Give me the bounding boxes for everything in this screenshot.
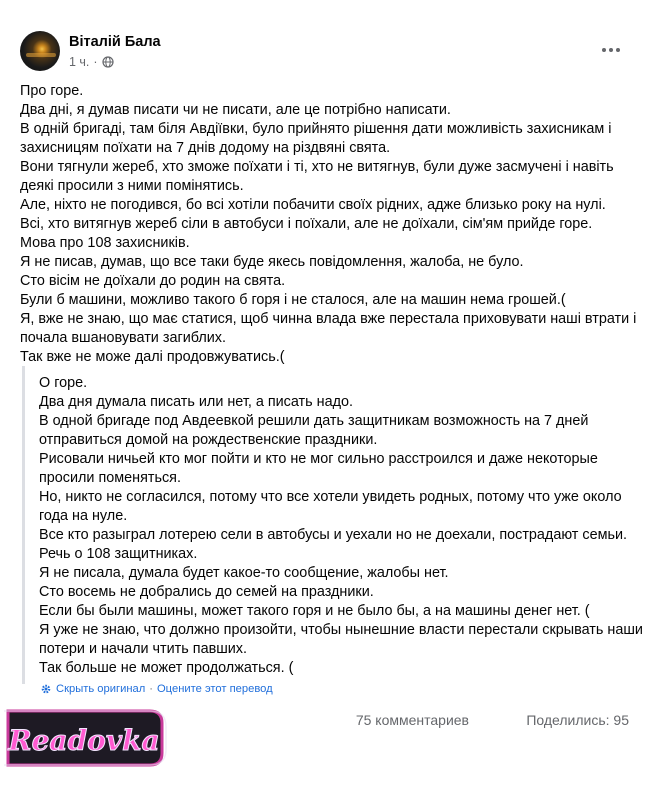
translation-line: Но, никто не согласился, потому что все хотели увидеть родных, потому что уже около: [39, 489, 622, 505]
translation-line: Если бы были машины, может такого горя и не было бы, а на машины денег нет. (: [39, 603, 590, 619]
translation-line: отправиться домой на рождественские праздники.: [39, 432, 378, 448]
rate-translation-link[interactable]: Оцените этот перевод: [156, 683, 273, 695]
more-options-icon[interactable]: [599, 38, 623, 62]
post-line: В одній бригаді, там біля Авдіївки, було прийнято рішення дати можливість захисникам і: [20, 121, 612, 137]
link-separator: ·: [149, 683, 153, 695]
translation-line: О горе.: [39, 375, 88, 391]
translation-line: Два дня думала писать или нет, а писать надо.: [39, 394, 353, 410]
post-line: Сто вісім не доїхали до родин на свята.: [20, 273, 286, 289]
translation-text: [39, 374, 643, 678]
translation-line: года на нуле.: [39, 508, 128, 524]
post-line: Я не писав, думав, що все таки буде якесь повідомлення, жалоба, не було.: [20, 254, 524, 270]
post-line: Всі, хто витягнув жереб сіли в автобуси і поїхали, але не доїхали, сім'ям прийде горе.: [20, 216, 593, 232]
translation-line: Я не писала, думала будет какое-то сообщение, жалобы нет.: [39, 565, 449, 581]
globe-icon: [102, 56, 114, 68]
translation-line: Сто восемь не добрались до семей на праздники.: [39, 584, 374, 600]
meta-separator: ·: [93, 55, 98, 69]
translation-line: Речь о 108 защитниках.: [39, 546, 198, 562]
post-header: [20, 30, 629, 74]
post-time[interactable]: 1 ч.: [69, 55, 90, 69]
translation-controls: [40, 683, 273, 695]
hide-original-link[interactable]: Скрыть оригинал: [56, 683, 146, 695]
translation-line: Рисовали ничьей кто мог пойти и кто не мог сильно расстроился и даже некоторые: [39, 451, 598, 467]
post-line: Так вже не може далі продовжуватись.(: [20, 349, 285, 365]
avatar[interactable]: [20, 31, 60, 71]
post-meta: [69, 55, 114, 69]
post-line: Але, ніхто не погодився, бо всі хотіли побачити своїх рідних, адже близько року на нулі.: [20, 197, 606, 213]
translation-line: потери и начали чтить павших.: [39, 641, 247, 657]
readovka-logo: [0, 703, 170, 773]
translation-line: Так больше не может продолжаться. (: [39, 660, 294, 676]
post-line: Про горе.: [20, 83, 84, 99]
post-line: Були б машини, можливо такого б горя і не сталося, але на машин нема грошей.(: [20, 292, 566, 308]
post-line: Я, вже не знаю, що має статися, щоб чинна влада вже перестала приховувати наші втрати і: [20, 311, 637, 327]
translation-line: просили поменяться.: [39, 470, 181, 486]
post-line: деякі просили з ними помінятись.: [20, 178, 244, 194]
post-line: Два дні, я думав писати чи не писати, але це потрібно написати.: [20, 102, 451, 118]
post-text: [20, 82, 637, 367]
post-line: Мова про 108 захисників.: [20, 235, 190, 251]
post-line: захисницям поїхати на 7 днів додому на різдвяні свята.: [20, 140, 391, 156]
post-line: почала вшановувати загиблих.: [20, 330, 226, 346]
translation-line: Все кто разыграл лотерею сели в автобусы и уехали но не доехали, пострадают семьи.: [39, 527, 628, 543]
translation-line: Я уже не знаю, что должно произойти, чтобы нынешние власти перестали скрывать наши: [39, 622, 643, 638]
author-name[interactable]: Віталій Бала: [69, 34, 161, 50]
shares-count[interactable]: Поделились: 95: [526, 712, 629, 728]
comments-count[interactable]: 75 комментариев: [355, 712, 469, 728]
translation-block: [22, 366, 643, 684]
gear-icon[interactable]: [40, 683, 52, 695]
post-line: Вони тягнули жереб, хто зможе поїхати і ті, хто не витягнув, були дуже засмучені і навіть: [20, 159, 614, 175]
logo-text: Readovka: [8, 724, 160, 757]
translation-line: В одной бригаде под Авдеевкой решили дать защитникам возможность на 7 дней: [39, 413, 589, 429]
